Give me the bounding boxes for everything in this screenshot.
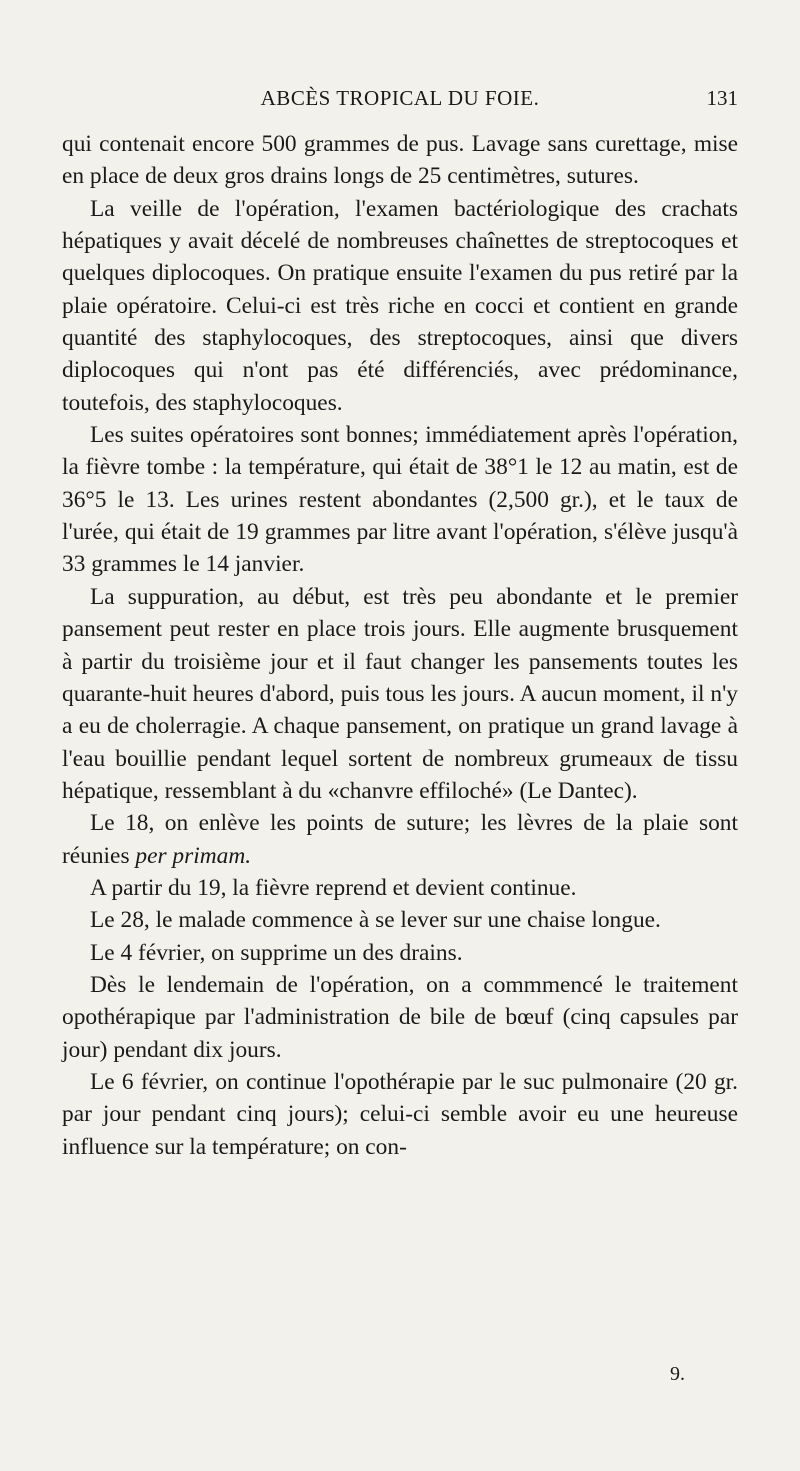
paragraph-3: Les suites opératoires sont bonnes; immédiatement après l'opération, la fièvre tombe : la température, qui était de 38°1 le 12 au matin, est de 36°5 le 13. Les urines restent abondantes (2,500 gr.), et le taux de l'urée, qui était de 19 grammes par litre avant l'opération, s'élève jusqu'à 33 grammes le 14 janvier. — [62, 422, 738, 578]
paragraph-5 — [62, 807, 738, 872]
paragraph-10: Le 6 février, on continue l'opothérapie par le suc pulmonaire (20 gr. par jour pendant cinq jours); celui-ci semble avoir eu une heureuse influence sur la température; on con- — [62, 1068, 738, 1160]
paragraph-9: Dès le lendemain de l'opération, on a commmencé le traitement opothérapique par l'administration de bile de bœuf (cinq capsules par jour) pendant dix jours. — [62, 971, 738, 1063]
paragraph-6: A partir du 19, la fièvre reprend et devient continue. — [90, 874, 577, 901]
latin-phrase: per primam. — [135, 842, 252, 869]
paragraph-5-text: Le 18, on enlève les points de suture; les lèvres de la plaie sont réunies — [62, 810, 738, 869]
page-header — [62, 86, 738, 116]
signature-mark: 9. — [670, 1363, 685, 1385]
paragraph-2: La veille de l'opération, l'examen bactériologique des crachats hépatiques y avait décelé de nombreuses chaînettes de streptocoques et quelques diplocoques. On pratique ensuite l'examen du pus retiré par la plaie opératoire. Celui-ci est très riche en cocci et contient en grande quantité des staphylocoques, des streptocoques, ainsi que divers diplocoques qui n'ont pas été différenciés, avec prédominance, toutefois, des staphylocoques. — [62, 195, 738, 416]
paragraph-7: Le 28, le malade commence à se lever sur une chaise longue. — [90, 907, 661, 934]
paragraph-8: Le 4 février, on supprime un des drains. — [90, 939, 463, 966]
page-number: 131 — [706, 86, 738, 110]
paragraph-4: La suppuration, au début, est très peu abondante et le premier pansement peut rester en place trois jours. Elle augmente brusquement à partir du troisième jour et il faut changer les pansements toutes les quarante-huit heures d'abord, puis tous les jours. A aucun moment, il n'y a eu de cholerragie. A chaque pansement, on pratique un grand lavage à l'eau bouillie pendant lequel sortent de nombreux grumeaux de tissu hépatique, ressemblant à du «chanvre effiloché» (Le Dantec). — [62, 583, 738, 804]
running-title: ABCÈS TROPICAL DU FOIE. — [260, 86, 540, 110]
paragraph-1: qui contenait encore 500 grammes de pus. Lavage sans curettage, mise en place de deux gros drains longs de 25 centimètres, sutures. — [62, 131, 738, 190]
body-text — [62, 128, 738, 1163]
